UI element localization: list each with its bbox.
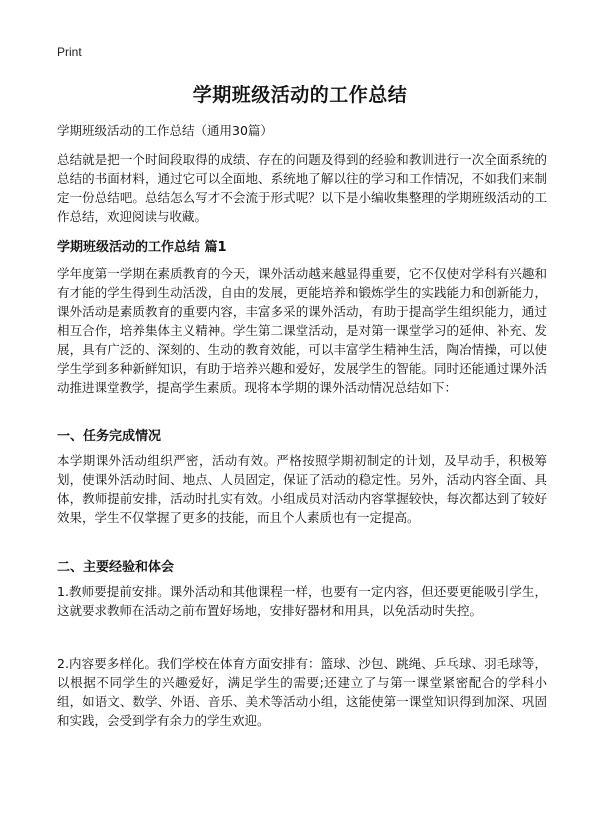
page-title: 学期班级活动的工作总结 (192, 84, 408, 106)
document-subtitle: 学期班级活动的工作总结（通用30篇） (57, 123, 273, 138)
section1-paragraph: 学年度第一学期在素质教育的今天，课外活动越来越显得重要，它不仅使对学科有兴趣和有才能的学生得到生动活泼，自由的发展，更能培养和锻炼学生的实践能力和创新能力，课外活动是素质教育的重要内容，丰富多采的课外活动，有助于提高学生组织能力，通过相互合作，培养集体主义精神。学生第二课堂活动，是对第一课堂学习的延伸、补充、发展，具有广泛的、深刻的、生动的教育效能，可以丰富学生精神生活，陶冶情操，可以使学生学到多种新鲜知识，有助于培养兴趣和爱好，发展学生的智能。同时还能通过课外活动推进课堂教学，提高学生素质。现将本学期的课外活动情况总结如下： (57, 266, 547, 395)
intro-paragraph: 总结就是把一个时间段取得的成绩、存在的问题及得到的经验和教训进行一次全面系统的总结的书面材料，通过它可以全面地、系统地了解以往的学习和工作情况，不如我们来制定一份总结吧。总结怎么写才不会流于形式呢？以下是小编收集整理的学期班级活动的工作总结，欢迎阅读与收藏。 (57, 152, 547, 224)
point1-paragraph: 1.教师要提前安排。课外活动和其他课程一样，也要有一定内容，但还要更能吸引学生，这就要求教师在活动之前布置好场地，安排好器材和用具，以免活动时失控。 (57, 584, 547, 618)
point2-paragraph: 2.内容要多样化。我们学校在体育方面安排有：篮球、沙包、跳绳、乒乓球、羽毛球等，以根据不同学生的兴趣爱好，满足学生的需要;还建立了与第一课堂紧密配合的学科小组，如语文、数学、外语、音乐、美术等活动小组，这能使第一课堂知识得到加深、巩固和实践，会受到学有余力的学生欢迎。 (57, 656, 547, 728)
task-heading: 一、任务完成情况 (57, 429, 162, 444)
section1-heading: 学期班级活动的工作总结 篇1 (57, 240, 227, 255)
experience-heading: 二、主要经验和体会 (57, 560, 175, 575)
task-paragraph: 本学期课外活动组织严密，活动有效。严格按照学期初制定的计划，及早动手，积极筹划，使课外活动时间、地点、人员固定，保证了活动的稳定性。另外，活动内容全面、具体，教师提前安排，活动时扎实有效。小组成员对活动内容掌握较快，每次都达到了较好效果，学生不仅掌握了更多的技能，而且个人素质也有一定提高。 (57, 453, 547, 525)
print-link[interactable]: Print (57, 45, 82, 59)
